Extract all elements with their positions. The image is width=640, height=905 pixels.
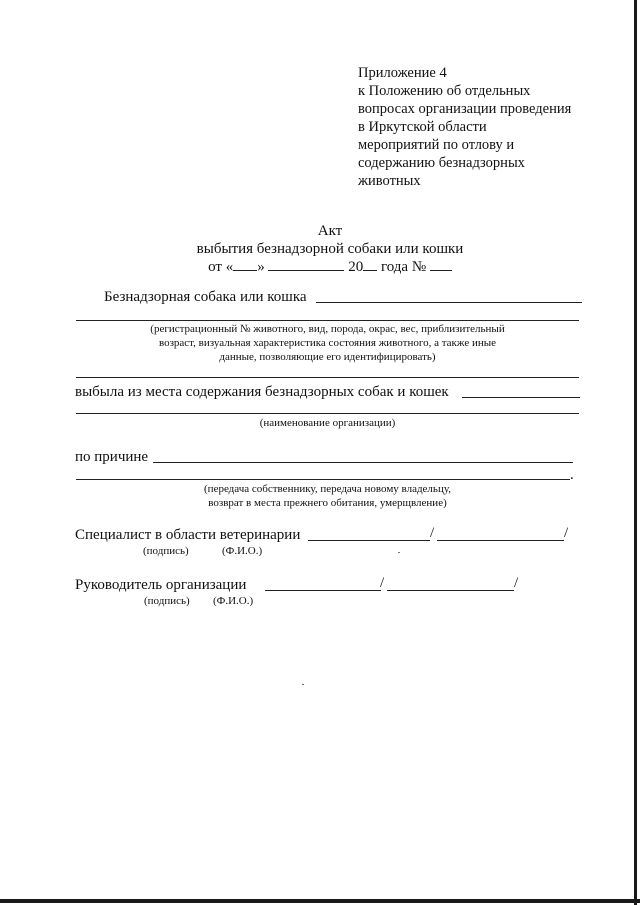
animal-blank-2[interactable] — [76, 320, 579, 321]
scan-edge-right — [634, 0, 637, 905]
departure-top-blank[interactable] — [76, 377, 579, 378]
animal-hint-2: возраст, визуальная характеристика состояния животного, а также иные — [158, 337, 497, 349]
date-prefix: от « — [208, 259, 234, 275]
scan-speck — [398, 552, 400, 553]
reason-hint-1: (передача собственнику, передача новому владельцу, — [204, 483, 451, 495]
departure-blank[interactable] — [462, 397, 580, 398]
animal-hint-3: данные, позволяющие его идентифицировать) — [219, 351, 436, 363]
animal-hint-1: (регистрационный № животного, вид, порода, окрас, вес, приблизительный — [150, 323, 505, 335]
scan-edge-bottom — [0, 899, 640, 903]
annex-line: содержанию безнадзорных — [358, 155, 525, 171]
title-date-line — [160, 258, 500, 276]
specialist-signature-blank[interactable] — [308, 540, 430, 541]
reason-blank[interactable] — [153, 462, 573, 463]
head-name-hint: (Ф.И.О.) — [213, 595, 254, 607]
annex-header — [358, 64, 598, 190]
departure-label: выбыла из места содержания безнадзорных собак и кошек — [75, 384, 449, 400]
annex-line: животных — [358, 173, 421, 189]
head-name-blank[interactable] — [387, 590, 514, 591]
reason-label: по причине — [75, 449, 149, 465]
specialist-slash-1: / — [430, 525, 435, 541]
reason-hint-2: возврат в места прежнего обитания, умерщвление) — [208, 497, 447, 509]
document-title — [160, 222, 500, 276]
organization-hint: (наименование организации) — [259, 417, 396, 429]
specialist-label: Специалист в области ветеринарии — [75, 527, 301, 543]
head-label: Руководитель организации — [75, 577, 247, 593]
annex-line: к Положению об отдельных — [358, 83, 531, 99]
head-signature-blank[interactable] — [265, 590, 381, 591]
head-slash-1: / — [380, 575, 385, 591]
specialist-name-blank[interactable] — [437, 540, 564, 541]
year-suffix: года № — [380, 259, 427, 275]
specialist-name-hint: (Ф.И.О.) — [222, 545, 263, 557]
head-signature-hint: (подпись) — [144, 595, 190, 607]
organization-blank[interactable] — [76, 413, 579, 414]
reason-end-mark: . — [570, 467, 574, 483]
animal-label: Безнадзорная собака или кошка — [104, 289, 307, 305]
number-blank[interactable] — [430, 270, 452, 271]
scan-speck — [302, 684, 304, 685]
specialist-slash-2: / — [564, 525, 569, 541]
reason-blank-2[interactable] — [76, 479, 570, 480]
title-line-1: Акт — [317, 223, 343, 239]
day-blank[interactable] — [233, 270, 257, 271]
specialist-signature-hint: (подпись) — [143, 545, 189, 557]
animal-blank[interactable] — [316, 302, 582, 303]
head-slash-2: / — [514, 575, 519, 591]
annex-line: вопросах организации проведения — [358, 101, 572, 117]
month-blank[interactable] — [268, 270, 344, 271]
year-prefix: 20 — [348, 259, 364, 275]
title-line-2: выбытия безнадзорной собаки или кошки — [196, 241, 464, 257]
annex-line: в Иркутской области — [358, 119, 487, 135]
year-blank[interactable] — [363, 270, 377, 271]
date-mid: » — [257, 259, 265, 275]
annex-line: мероприятий по отлову и — [358, 137, 515, 153]
annex-line: Приложение 4 — [358, 65, 447, 81]
